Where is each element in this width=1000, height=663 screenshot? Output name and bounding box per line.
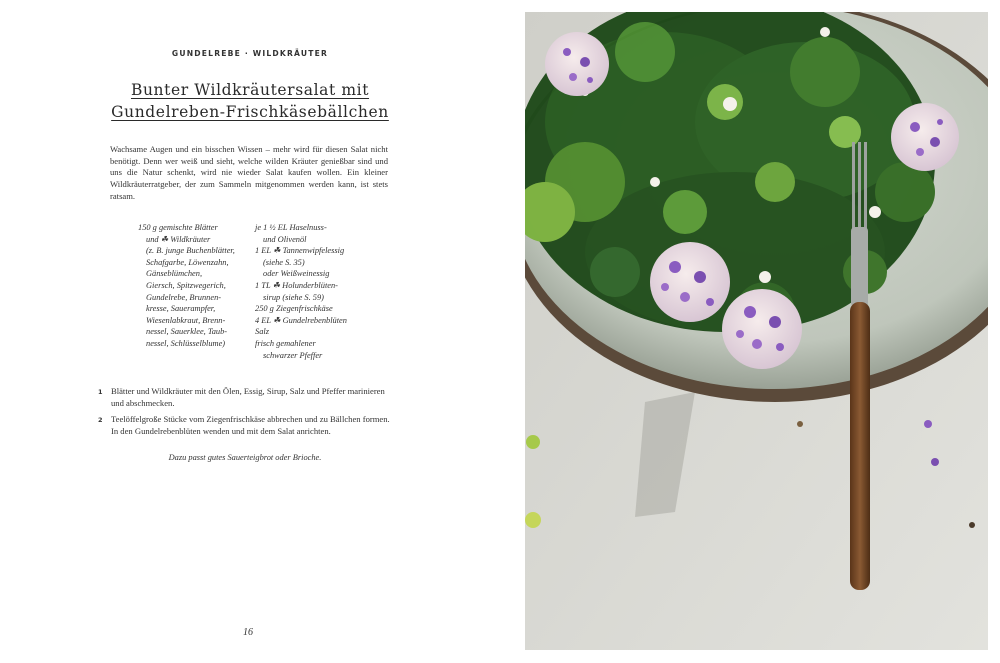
ingredients-left: [138, 222, 250, 350]
ingredient-line: frisch gemahlener: [255, 338, 316, 348]
ingredient-line: nessel, Schlüsselblume): [146, 338, 226, 348]
ingredient-line: 4 EL ☘ Gundelrebenblüten: [255, 315, 347, 325]
ingredient-line: Schafgarbe, Löwenzahn,: [146, 257, 229, 267]
ingredient-line: sirup (siehe S. 59): [263, 292, 324, 302]
ingredient-line: Salz: [255, 327, 269, 337]
chapter-kicker: GUNDELREBE · WILDKRÄUTER: [171, 49, 329, 58]
ingredient-line: Wiesenlabkraut, Brenn-: [146, 315, 226, 325]
cheese-ball: [545, 32, 609, 96]
cheese-ball: [650, 242, 730, 322]
serving-tip: Dazu passt gutes Sauerteigbrot oder Brioche.: [168, 453, 322, 462]
ingredient-line: (z. B. junge Buchenblätter,: [146, 246, 235, 256]
recipe-steps: [98, 386, 390, 443]
step-text: Blätter und Wildkräuter mit den Ölen, Essig, Sirup, Salz und Pfeffer marinieren und abschmecken.: [111, 386, 385, 408]
ingredient-line: oder Weißweinessig: [263, 269, 330, 279]
recipe-step: [98, 414, 390, 437]
step-number: 1: [98, 388, 103, 396]
recipe-title: [0, 79, 500, 123]
step-text: Teelöffelgroße Stücke vom Ziegenfrischkäse abbrechen und zu Bällchen formen. In den Gundelrebenblüten wenden und mit dem Salat anrichten.: [111, 414, 390, 437]
recipe-title-line-1: Bunter Wildkräutersalat mit: [130, 81, 370, 99]
ingredient-line: kresse, Sauerampfer,: [146, 304, 216, 314]
ingredient-line: je 1 ½ EL Haselnuss-: [255, 223, 327, 232]
fork: [850, 142, 870, 590]
ingredient-line: und ☘ Wildkräuter: [146, 234, 211, 244]
ingredient-line: schwarzer Pfeffer: [263, 350, 323, 360]
ingredient-line: 250 g Ziegenfrischkäse: [255, 304, 333, 314]
ingredient-line: Gänseblümchen,: [146, 269, 203, 279]
ingredients-right: [255, 222, 375, 361]
recipe-step: [98, 386, 390, 409]
ingredient-line: 1 TL ☘ Holunderblüten-: [255, 280, 338, 290]
ingredient-line: (siehe S. 35): [263, 257, 305, 267]
step-number: 2: [98, 416, 103, 425]
ingredient-line: Giersch, Spitzwegerich,: [146, 280, 226, 290]
salad-photo: [525, 12, 988, 650]
cheese-ball: [722, 289, 802, 369]
cheese-ball: [891, 103, 959, 171]
ingredient-line: 150 g gemischte Blätter: [138, 223, 218, 232]
recipe-intro: Wachsame Augen und ein bisschen Wissen – mehr wird für diesen Salat nicht benötigt. Denn wer weiß und sieht, welche wilden Kräuter genießbar sind und uns die Natur schenkt, wird nie wieder Salat kaufen wollen. Ein kleiner Wildkräuterratgeber, der zum Sammeln mitgenommen werden kann, ist stets ratsam.: [110, 144, 388, 201]
ingredient-line: und Olivenöl: [263, 234, 307, 244]
recipe-title-line-2: Gundelreben-Frischkäsebällchen: [111, 103, 389, 121]
ingredient-line: nessel, Sauerklee, Taub-: [146, 327, 228, 337]
ingredient-line: Gundelrebe, Brunnen-: [146, 292, 222, 302]
ingredient-line: 1 EL ☘ Tannenwipfelessig: [255, 246, 345, 256]
page-number: 16: [243, 627, 253, 638]
